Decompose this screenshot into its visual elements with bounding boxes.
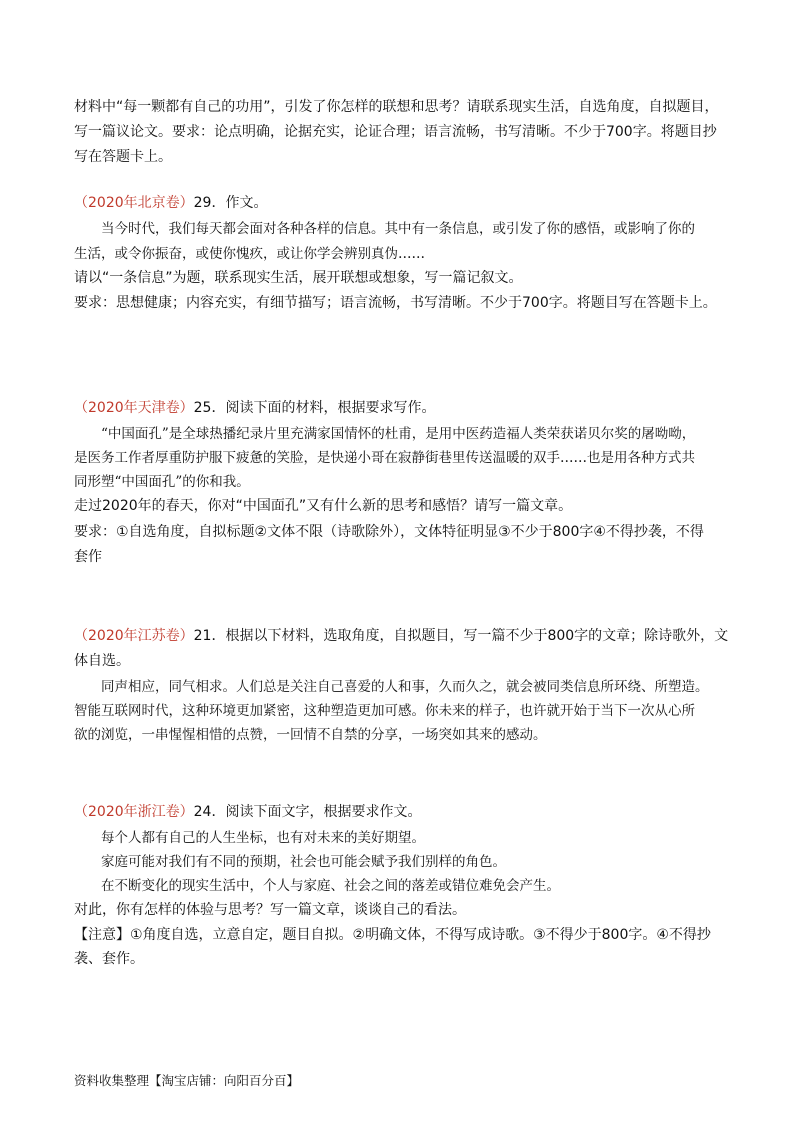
material-line: “中国面孔”是全球热播纪录片里充满家国情怀的杜甫，是用中医药造福人类荣获诺贝尔奖的屠呦呦， bbox=[101, 426, 696, 442]
question-beijing-header bbox=[74, 193, 734, 213]
footer-source: 资料收集整理【淘宝店铺：向阳百分百】 bbox=[74, 1073, 300, 1088]
prompt-line: 对此，你有怎样的体验与思考？写一篇文章，谈谈自己的看法。 bbox=[74, 902, 466, 918]
prompt-line: 请以“一条信息”为题，联系现实生活，展开联想或想象，写一篇记叙文。 bbox=[74, 270, 523, 286]
question-zhejiang-header bbox=[74, 802, 734, 822]
requirement-line: 要求：①自选角度，自拟标题②文体不限（诗歌除外），文体特征明显③不少于800字④不得抄袭，不得 bbox=[74, 524, 704, 540]
material-line: 在不断变化的现实生活中，个人与家庭、社会之间的落差或错位难免会产生。 bbox=[101, 878, 560, 894]
question-title: 21．根据以下材料，选取角度，自拟题目，写一篇不少于800字的文章；除诗歌外，文 bbox=[193, 628, 729, 644]
requirement-line: 套作 bbox=[74, 549, 102, 565]
material-line: 智能互联网时代，这种环境更加紧密，这种塑造更加可感。你未来的样子，也许就开始于当下一次从心所 bbox=[74, 703, 695, 719]
intro-line-3: 写在答题卡上。 bbox=[74, 149, 172, 165]
material-line: 同声相应，同气相求。人们总是关注自己喜爱的人和事，久而久之，就会被同类信息所环绕、所塑造。 bbox=[101, 679, 709, 695]
question-title: 24．阅读下面文字，根据要求作文。 bbox=[193, 804, 422, 820]
material-line: 生活，或令你振奋，或使你愧疚，或让你学会辨别真伪…… bbox=[74, 246, 425, 262]
source-tag-tianjin: （2020年天津卷） bbox=[74, 400, 194, 416]
material-line: 同形塑“中国面孔”的你和我。 bbox=[74, 474, 250, 490]
notice-line: 【注意】①角度自选，立意自定，题目自拟。②明确文体，不得写成诗歌。③不得少于800字。④不得抄 bbox=[74, 927, 711, 943]
material-line: 家庭可能对我们有不同的预期，社会也可能会赋予我们别样的角色。 bbox=[101, 854, 506, 870]
question-jiangsu-header bbox=[74, 626, 734, 646]
question-tianjin-header bbox=[74, 398, 734, 418]
material-line: 当今时代，我们每天都会面对各种各样的信息。其中有一条信息，或引发了你的感悟，或影响了你的 bbox=[101, 221, 695, 237]
source-tag-jiangsu: （2020年江苏卷） bbox=[74, 628, 194, 644]
question-title: 25．阅读下面的材料，根据要求写作。 bbox=[193, 400, 436, 416]
intro-line-2: 写一篇议论文。要求：论点明确，论据充实，论证合理；语言流畅，书写清晰。不少于700字。将题目抄 bbox=[74, 124, 717, 140]
prompt-line: 走过2020年的春天，你对“中国面孔”又有什么新的思考和感悟？请写一篇文章。 bbox=[74, 498, 573, 514]
intro-line-1: 材料中“每一颗都有自己的功用”，引发了你怎样的联想和思考？请联系现实生活，自选角度，自拟题目， bbox=[74, 99, 719, 115]
material-line: 欲的浏览，一串惺惺相惜的点赞，一回情不自禁的分享，一场突如其来的感动。 bbox=[74, 727, 547, 743]
source-tag-beijing: （2020年北京卷） bbox=[74, 195, 194, 211]
requirement-line: 要求：思想健康；内容充实，有细节描写；语言流畅，书写清晰。不少于700字。将题目写在答题卡上。 bbox=[74, 295, 717, 311]
notice-line: 袭、套作。 bbox=[74, 951, 144, 967]
source-tag-zhejiang: （2020年浙江卷） bbox=[74, 804, 194, 820]
question-title-continued: 体自选。 bbox=[74, 653, 130, 669]
material-line: 每个人都有自己的人生坐标，也有对未来的美好期望。 bbox=[101, 830, 425, 846]
question-title: 29．作文。 bbox=[193, 195, 268, 211]
material-line: 是医务工作者厚重防护服下疲惫的笑脸，是快递小哥在寂静街巷里传送温暖的双手……也是用各种方式共 bbox=[74, 450, 695, 466]
